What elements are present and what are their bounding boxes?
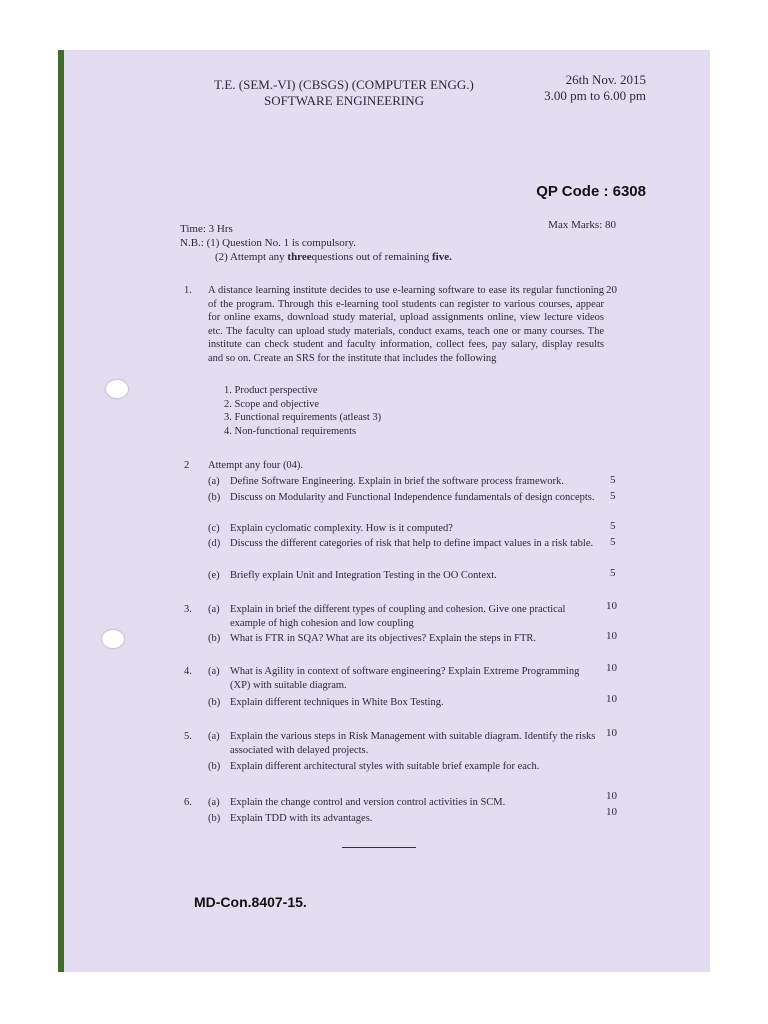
part-label: (b) xyxy=(208,813,221,824)
part-text: Explain TDD with its advantages. xyxy=(230,813,373,824)
question-2-intro: Attempt any four (04). xyxy=(208,460,304,471)
part-marks: 5 xyxy=(610,520,616,532)
part-marks: 10 xyxy=(606,600,617,612)
exam-date: 26th Nov. 2015 xyxy=(565,72,646,87)
part-marks: 10 xyxy=(606,727,617,739)
part-label: (a) xyxy=(208,476,220,487)
exam-paper xyxy=(58,50,710,972)
part-marks: 10 xyxy=(606,662,617,674)
question-number: 1. xyxy=(184,285,192,296)
question-1-list xyxy=(224,384,524,438)
instruction-1: (1) Question No. 1 is compulsory. xyxy=(206,237,356,249)
part-text: Discuss the different categories of risk that help to define impact values in a risk table. xyxy=(230,538,594,549)
question-1-text: A distance learning institute decides to use e-learning software to ease its regular functioning of the program. Through this e-learning tool students can register to various courses, appear for online exams, download study material, upload assignments online, view lecture videos etc. The faculty can upload study materials, conduct exams, teach one or many courses. The institute can check student and faculty information, collect fees, pay salary, display results and so on. Create an SRS for the institute that includes the following xyxy=(208,285,604,364)
part-text: Explain cyclomatic complexity. How is it computed? xyxy=(230,523,453,534)
part-label: (d) xyxy=(208,538,221,549)
nb-label: N.B.: xyxy=(180,237,204,249)
punch-hole xyxy=(102,630,124,648)
paper-code: MD-Con.8407-15. xyxy=(194,894,307,910)
part-label: (a) xyxy=(208,666,220,677)
part-text: Explain the change control and version control activities in SCM. xyxy=(230,797,506,808)
max-marks: Max Marks: 80 xyxy=(548,219,616,231)
course-line: T.E. (SEM.-VI) (CBSGS) (COMPUTER ENGG.) xyxy=(214,77,474,92)
question-1-marks: 20 xyxy=(606,284,617,296)
list-item: 2. Scope and objective xyxy=(224,398,320,410)
instruction-2: (2) Attempt any threequestions out of remaining five. xyxy=(215,251,452,263)
question-number: 4. xyxy=(184,666,192,677)
part-text: Explain different architectural styles with suitable brief example for each. xyxy=(230,761,540,772)
part-label: (b) xyxy=(208,633,221,644)
question-number: 2 xyxy=(184,460,190,471)
part-label: (b) xyxy=(208,492,221,503)
list-item: 4. Non-functional requirements xyxy=(224,425,357,437)
subject-line: SOFTWARE ENGINEERING xyxy=(264,93,424,108)
part-text: What is Agility in context of software engineering? Explain Extreme Programming (XP) with suitable diagram. xyxy=(230,666,580,691)
question-number: 3. xyxy=(184,604,192,615)
exam-schedule xyxy=(524,72,646,104)
part-label: (c) xyxy=(208,523,220,534)
time-allowed: Time: 3 Hrs xyxy=(180,223,233,235)
question-number: 5. xyxy=(184,731,192,742)
part-text: Explain in brief the different types of coupling and cohesion. Give one practical example of high cohesion and low coupling xyxy=(230,604,566,629)
part-marks: 10 xyxy=(606,693,617,705)
part-text: Briefly explain Unit and Integration Testing in the OO Context. xyxy=(230,570,497,581)
part-marks: 10 xyxy=(606,806,617,818)
part-label: (b) xyxy=(208,697,221,708)
part-marks: 5 xyxy=(610,490,616,502)
end-rule xyxy=(342,847,416,848)
list-item: 1. Product perspective xyxy=(224,385,318,396)
instructions xyxy=(180,236,610,264)
part-marks: 5 xyxy=(610,474,616,486)
punch-hole xyxy=(106,380,128,398)
part-text: Explain the various steps in Risk Management with suitable diagram. Identify the risks associated with delayed projects. xyxy=(230,731,596,756)
list-item: 3. Functional requirements (atleast 3) xyxy=(224,412,382,423)
part-marks: 5 xyxy=(610,567,616,579)
part-text: Define Software Engineering. Explain in brief the software process framework. xyxy=(230,476,564,487)
question-number: 6. xyxy=(184,797,192,808)
part-marks: 5 xyxy=(610,536,616,548)
course-title xyxy=(184,77,504,109)
part-label: (b) xyxy=(208,761,221,772)
part-label: (e) xyxy=(208,570,220,581)
part-label: (a) xyxy=(208,731,220,742)
part-text: What is FTR in SQA? What are its objectives? Explain the steps in FTR. xyxy=(230,633,537,644)
part-text: Discuss on Modularity and Functional Independence fundamentals of design concepts. xyxy=(230,492,595,503)
qp-code: QP Code : 6308 xyxy=(536,183,646,200)
part-marks: 10 xyxy=(606,790,617,802)
exam-time: 3.00 pm to 6.00 pm xyxy=(544,88,646,103)
part-label: (a) xyxy=(208,604,220,615)
part-text: Explain different techniques in White Box Testing. xyxy=(230,697,444,708)
part-label: (a) xyxy=(208,797,220,808)
part-marks: 10 xyxy=(606,630,617,642)
